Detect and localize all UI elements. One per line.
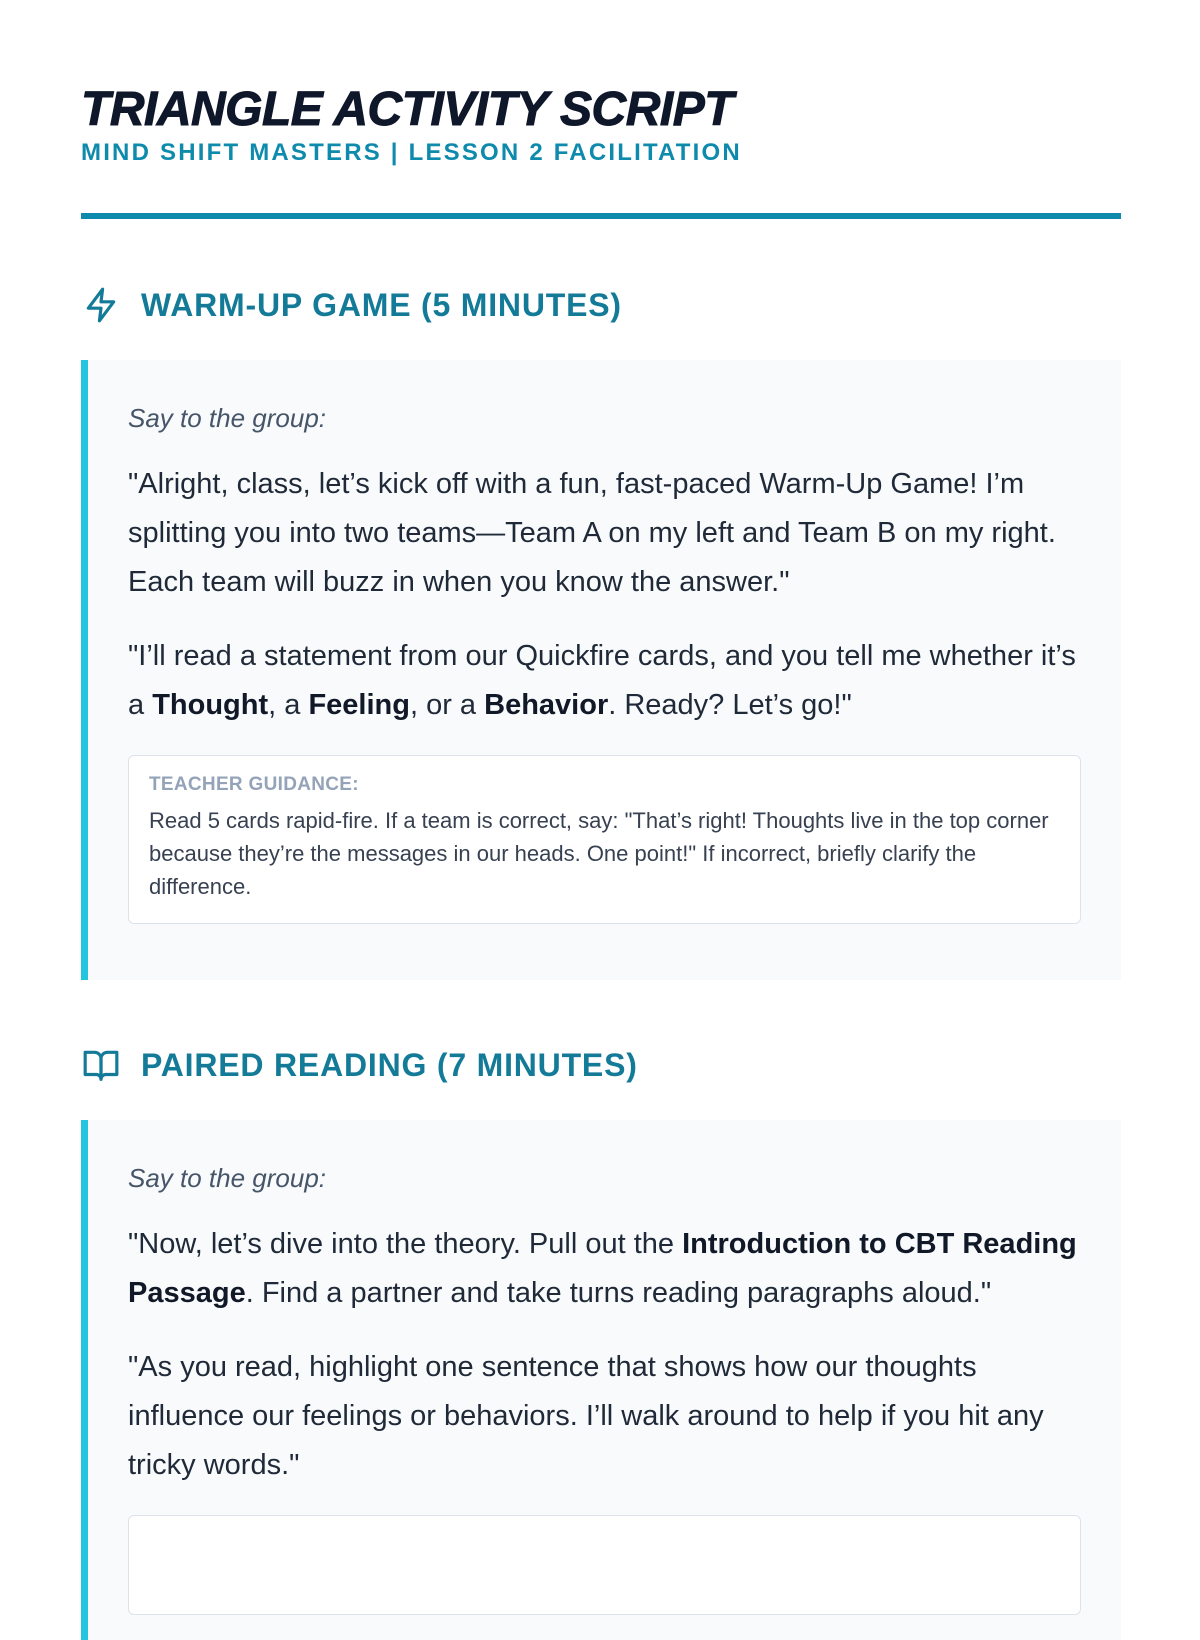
say-label: Say to the group: [128, 403, 327, 433]
page-subtitle: MIND SHIFT MASTERS | LESSON 2 FACILITATION [81, 139, 742, 166]
keyword-thought: Thought [152, 689, 269, 721]
page-title: TRIANGLE ACTIVITY SCRIPT [81, 83, 734, 136]
section-header [81, 283, 1121, 327]
section-header [81, 1043, 1121, 1087]
teacher-guidance-box [128, 755, 1081, 924]
open-book-icon [81, 1045, 121, 1085]
speech-paragraph: "As you read, highlight one sentence that shows how our thoughts influence our feelings or behaviors. I’ll walk around to help if you hit any tricky words." [128, 1351, 1044, 1481]
section-warm-up-game [81, 283, 1121, 973]
keyword-feeling: Feeling [308, 689, 410, 721]
lightning-bolt-icon [81, 285, 121, 325]
speech-paragraph: "I’ll read a statement from our Quickfire cards, and you tell me whether it’s a Thought, a Feeling, or a Behavior. Ready? Let’s go!" [128, 640, 1076, 721]
header-divider [81, 213, 1121, 219]
section-title: PAIRED READING (7 MINUTES) [141, 1046, 638, 1083]
guidance-label: TEACHER GUIDANCE: [149, 774, 359, 795]
keyword-behavior: Behavior [484, 689, 609, 721]
section-title: WARM-UP GAME (5 MINUTES) [141, 286, 622, 323]
keyword-reading-passage: Introduction to CBT Reading Passage [128, 1228, 1077, 1309]
guidance-text: Read 5 cards rapid-fire. If a team is correct, say: "That’s right! Thoughts live in the top corner because they’re the messages in our heads. One point!" If incorrect, briefly clarify the difference. [149, 808, 1049, 899]
section-paired-reading [81, 1043, 1121, 1600]
speech-paragraph: "Now, let’s dive into the theory. Pull out the Introduction to CBT Reading Passage. Find a partner and take turns reading paragraphs aloud." [128, 1228, 1077, 1309]
script-card [81, 360, 1121, 980]
script-card [81, 1120, 1121, 1640]
say-label: Say to the group: [128, 1163, 327, 1193]
speech-paragraph: "Alright, class, let’s kick off with a fun, fast-paced Warm-Up Game! I’m splitting you into two teams—Team A on my left and Team B on my right. Each team will buzz in when you know the answer." [128, 468, 1056, 598]
teacher-guidance-box [128, 1515, 1081, 1615]
